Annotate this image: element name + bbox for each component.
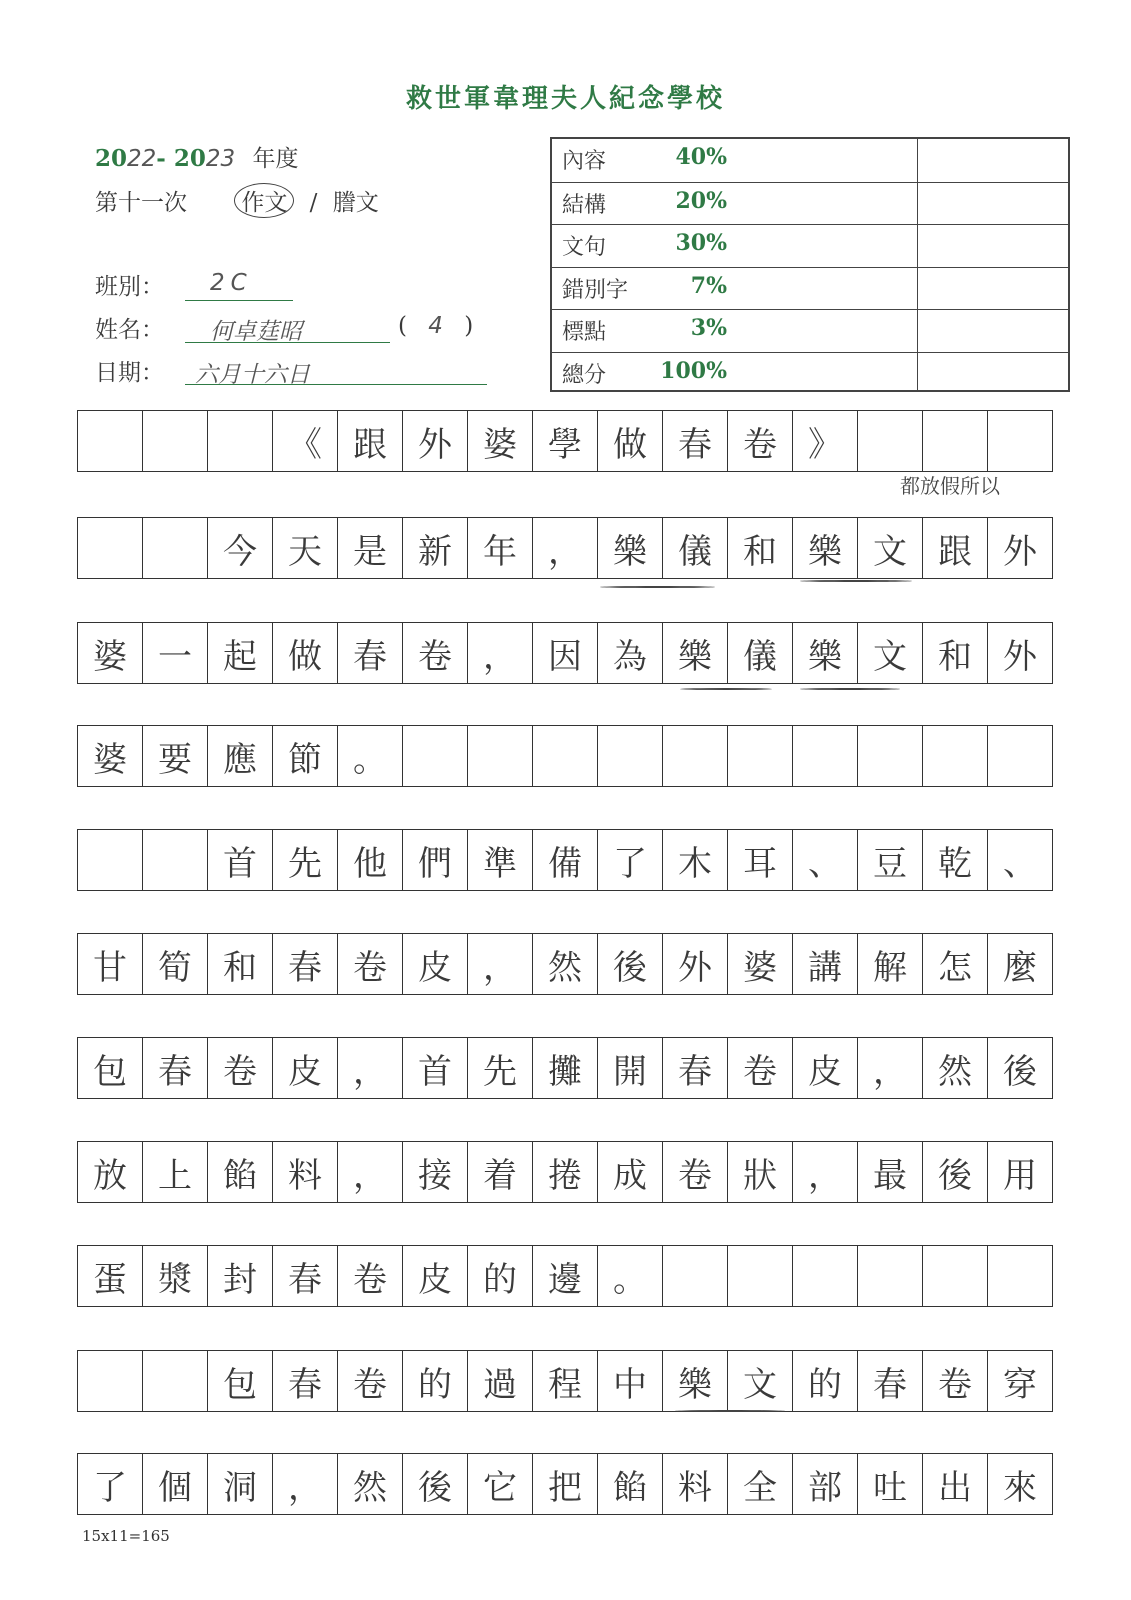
essay-cell [533, 726, 598, 786]
number-close: ) [464, 313, 474, 339]
name-label: 姓名 [95, 317, 141, 343]
essay-cell: 木 [663, 830, 728, 890]
essay-cell: 的 [468, 1246, 533, 1306]
essay-cell: 做 [273, 623, 338, 683]
essay-cell [208, 411, 273, 471]
essay-cell: 把 [533, 1454, 598, 1514]
essay-cell: 耳 [728, 830, 793, 890]
date-line [95, 354, 164, 387]
essay-cell: 全 [728, 1454, 793, 1514]
essay-cell: 最 [858, 1142, 923, 1202]
essay-cell: 準 [468, 830, 533, 890]
essay-cell: 講 [793, 934, 858, 994]
essay-cell: 洞 [208, 1454, 273, 1514]
essay-cell: 婆 [468, 411, 533, 471]
type-other: 謄文 [332, 190, 379, 216]
essay-cell [923, 411, 988, 471]
essay-cell [598, 726, 663, 786]
essay-cell: 春 [143, 1038, 208, 1098]
essay-cell: 跟 [923, 518, 988, 578]
essay-cell: 着 [468, 1142, 533, 1202]
score-percent: 20% [675, 187, 727, 214]
name-value: 何卓莛昭 [210, 319, 302, 345]
essay-cell: 皮 [403, 1246, 468, 1306]
essay-cell: 包 [78, 1038, 143, 1098]
essay-row [77, 517, 1053, 579]
class-line [95, 268, 164, 301]
essay-cell: 後 [923, 1142, 988, 1202]
essay-cell: 。 [598, 1246, 663, 1306]
score-row [552, 139, 1068, 182]
name-underline-mark [675, 1410, 785, 1412]
essay-cell: 後 [988, 1038, 1053, 1098]
name-underline-mark [800, 580, 912, 582]
essay-cell: 樂 [793, 623, 858, 683]
essay-cell [923, 1246, 988, 1306]
number-value: 4 [428, 313, 443, 339]
type-selected: 作文 [234, 183, 294, 218]
essay-cell: 卷 [403, 623, 468, 683]
essay-cell: 外 [988, 518, 1053, 578]
essay-cell [988, 1246, 1053, 1306]
essay-cell: 們 [403, 830, 468, 890]
essay-cell: 《 [273, 411, 338, 471]
essay-cell [663, 1246, 728, 1306]
essay-cell: 一 [143, 623, 208, 683]
essay-cell: 先 [273, 830, 338, 890]
essay-cell: 、 [793, 830, 858, 890]
essay-cell: 麼 [988, 934, 1053, 994]
essay-row [77, 1037, 1053, 1099]
essay-cell: 筍 [143, 934, 208, 994]
essay-cell: 解 [858, 934, 923, 994]
essay-cell: ， [338, 1142, 403, 1202]
essay-cell: 外 [988, 623, 1053, 683]
essay-cell: 樂 [598, 518, 663, 578]
school-year [95, 140, 298, 173]
essay-cell [988, 411, 1053, 471]
score-row [552, 182, 1068, 225]
essay-cell [78, 518, 143, 578]
essay-cell: 》 [793, 411, 858, 471]
essay-cell: 卷 [728, 411, 793, 471]
essay-cell: 包 [208, 1351, 273, 1411]
score-label: 總分 [562, 362, 607, 388]
essay-cell: 文 [728, 1351, 793, 1411]
essay-cell [793, 1246, 858, 1306]
essay-cell: 中 [598, 1351, 663, 1411]
essay-cell: 儀 [728, 623, 793, 683]
essay-cell: 節 [273, 726, 338, 786]
essay-cell: 皮 [403, 934, 468, 994]
essay-cell [988, 726, 1053, 786]
essay-row [77, 1453, 1053, 1515]
essay-cell: 今 [208, 518, 273, 578]
essay-cell: 漿 [143, 1246, 208, 1306]
essay-row [77, 829, 1053, 891]
essay-cell: ， [793, 1142, 858, 1202]
essay-cell: 乾 [923, 830, 988, 890]
essay-cell: 個 [143, 1454, 208, 1514]
essay-cell: 了 [598, 830, 663, 890]
essay-cell: 卷 [208, 1038, 273, 1098]
essay-cell: 皮 [273, 1038, 338, 1098]
essay-cell: 因 [533, 623, 598, 683]
grid-count-note: 15x11=165 [82, 1527, 170, 1545]
school-name: 救世軍韋理夫人紀念學校 [405, 84, 725, 114]
essay-row [77, 410, 1053, 472]
essay-cell: 外 [403, 411, 468, 471]
essay-cell [728, 726, 793, 786]
essay-cell: 過 [468, 1351, 533, 1411]
essay-cell: 後 [403, 1454, 468, 1514]
essay-cell [143, 830, 208, 890]
essay-cell: 攤 [533, 1038, 598, 1098]
essay-cell: 捲 [533, 1142, 598, 1202]
session-line [95, 183, 379, 218]
essay-cell: 餡 [598, 1454, 663, 1514]
name-underline-mark [680, 688, 772, 690]
essay-cell: 卷 [663, 1142, 728, 1202]
essay-cell: 料 [273, 1142, 338, 1202]
score-row [552, 267, 1068, 310]
year-prefix: 20 [95, 145, 128, 172]
essay-cell: 接 [403, 1142, 468, 1202]
name-line [95, 311, 164, 344]
essay-cell: 用 [988, 1142, 1053, 1202]
essay-cell: 餡 [208, 1142, 273, 1202]
essay-cell: 應 [208, 726, 273, 786]
score-label: 內容 [562, 149, 607, 174]
essay-cell: 出 [923, 1454, 988, 1514]
essay-cell: 穿 [988, 1351, 1053, 1411]
essay-cell: 的 [403, 1351, 468, 1411]
essay-cell: ， [468, 623, 533, 683]
year-end: 23 [205, 146, 236, 172]
essay-row [77, 933, 1053, 995]
score-label: 結構 [562, 192, 607, 218]
essay-cell [793, 726, 858, 786]
essay-cell: 做 [598, 411, 663, 471]
essay-cell: 的 [793, 1351, 858, 1411]
essay-cell: 為 [598, 623, 663, 683]
score-percent: 100% [660, 357, 727, 384]
essay-cell: 春 [663, 411, 728, 471]
essay-cell: 放 [78, 1142, 143, 1202]
essay-cell: 年 [468, 518, 533, 578]
essay-cell [858, 1246, 923, 1306]
essay-cell: 然 [338, 1454, 403, 1514]
name-colon: ： [141, 317, 164, 343]
essay-cell: 樂 [663, 623, 728, 683]
essay-cell: 蛋 [78, 1246, 143, 1306]
essay-cell: 首 [208, 830, 273, 890]
type-separator: / [309, 190, 318, 216]
class-label: 班別 [95, 274, 141, 300]
essay-cell: 封 [208, 1246, 273, 1306]
score-row [552, 309, 1068, 352]
number-open: ( [398, 313, 407, 339]
essay-row [77, 1141, 1053, 1203]
essay-cell: ， [468, 934, 533, 994]
essay-cell: 春 [273, 1351, 338, 1411]
essay-cell: 部 [793, 1454, 858, 1514]
essay-cell: 和 [728, 518, 793, 578]
essay-cell: 了 [78, 1454, 143, 1514]
essay-cell: 卷 [923, 1351, 988, 1411]
essay-cell: ， [273, 1454, 338, 1514]
essay-cell [468, 726, 533, 786]
score-label: 錯別字 [562, 277, 629, 303]
essay-cell: 是 [338, 518, 403, 578]
essay-cell: 春 [858, 1351, 923, 1411]
student-number [398, 313, 473, 339]
essay-cell: 樂 [663, 1351, 728, 1411]
essay-cell: 料 [663, 1454, 728, 1514]
score-percent: 3% [690, 315, 727, 341]
essay-cell: 卷 [728, 1038, 793, 1098]
essay-cell [403, 726, 468, 786]
essay-row [77, 1350, 1053, 1412]
essay-cell: 豆 [858, 830, 923, 890]
name-underline-mark [800, 688, 900, 690]
essay-cell: 上 [143, 1142, 208, 1202]
essay-cell: 要 [143, 726, 208, 786]
class-colon: ： [141, 274, 164, 300]
essay-cell [728, 1246, 793, 1306]
essay-cell: 程 [533, 1351, 598, 1411]
score-label: 標點 [562, 320, 607, 345]
class-value: 2C [210, 270, 253, 296]
essay-cell: 和 [923, 623, 988, 683]
year-separator: - 20 [156, 145, 206, 172]
essay-cell: 天 [273, 518, 338, 578]
essay-cell: 卷 [338, 1351, 403, 1411]
essay-cell [858, 411, 923, 471]
essay-cell [858, 726, 923, 786]
essay-cell [663, 726, 728, 786]
insertion-note: 都放假所以 [900, 474, 1000, 498]
essay-cell: 怎 [923, 934, 988, 994]
essay-cell: 皮 [793, 1038, 858, 1098]
essay-cell [923, 726, 988, 786]
essay-cell: 婆 [728, 934, 793, 994]
essay-cell: 起 [208, 623, 273, 683]
essay-cell: 婆 [78, 623, 143, 683]
score-percent: 7% [690, 272, 727, 299]
essay-cell: 外 [663, 934, 728, 994]
score-row [552, 352, 1068, 395]
essay-cell [143, 411, 208, 471]
essay-cell: 成 [598, 1142, 663, 1202]
essay-cell: 然 [533, 934, 598, 994]
essay-cell: 後 [598, 934, 663, 994]
essay-cell: 春 [663, 1038, 728, 1098]
year-label: 年度 [252, 146, 299, 172]
essay-cell: 新 [403, 518, 468, 578]
essay-cell: 狀 [728, 1142, 793, 1202]
essay-cell: 。 [338, 726, 403, 786]
essay-cell: 樂 [793, 518, 858, 578]
essay-cell [143, 518, 208, 578]
essay-row [77, 725, 1053, 787]
name-underline [185, 342, 390, 343]
essay-cell: 卷 [338, 1246, 403, 1306]
essay-cell [78, 411, 143, 471]
essay-cell: 春 [273, 934, 338, 994]
essay-cell: 儀 [663, 518, 728, 578]
date-colon: ： [141, 360, 164, 386]
year-start: 22 [127, 146, 157, 172]
essay-cell: 文 [858, 518, 923, 578]
essay-cell [78, 1351, 143, 1411]
essay-cell: 春 [273, 1246, 338, 1306]
essay-cell: 來 [988, 1454, 1053, 1514]
essay-cell: ， [533, 518, 598, 578]
essay-cell: 吐 [858, 1454, 923, 1514]
essay-cell: 它 [468, 1454, 533, 1514]
date-value: 六月十六日 [195, 362, 310, 388]
essay-cell [78, 830, 143, 890]
date-label: 日期 [95, 360, 141, 386]
essay-cell: ， [858, 1038, 923, 1098]
essay-cell: 文 [858, 623, 923, 683]
essay-cell: 備 [533, 830, 598, 890]
essay-cell: ， [338, 1038, 403, 1098]
essay-cell: 春 [338, 623, 403, 683]
essay-cell: 卷 [338, 934, 403, 994]
essay-cell: 然 [923, 1038, 988, 1098]
date-underline [185, 384, 487, 385]
class-underline [185, 300, 293, 301]
essay-row [77, 1245, 1053, 1307]
session-label: 第十一次 [95, 190, 187, 216]
name-underline-mark [600, 586, 715, 588]
essay-row [77, 622, 1053, 684]
score-table [550, 137, 1070, 392]
essay-cell: 先 [468, 1038, 533, 1098]
essay-cell: 和 [208, 934, 273, 994]
essay-cell: 邊 [533, 1246, 598, 1306]
essay-cell: 婆 [78, 726, 143, 786]
essay-cell: 跟 [338, 411, 403, 471]
score-label: 文句 [562, 235, 607, 260]
essay-cell: 開 [598, 1038, 663, 1098]
essay-cell: 甘 [78, 934, 143, 994]
essay-cell: 他 [338, 830, 403, 890]
essay-cell: 首 [403, 1038, 468, 1098]
essay-cell [143, 1351, 208, 1411]
score-percent: 30% [675, 230, 727, 256]
score-row [552, 224, 1068, 267]
essay-cell: 學 [533, 411, 598, 471]
score-percent: 40% [675, 144, 727, 170]
essay-cell: 、 [988, 830, 1053, 890]
